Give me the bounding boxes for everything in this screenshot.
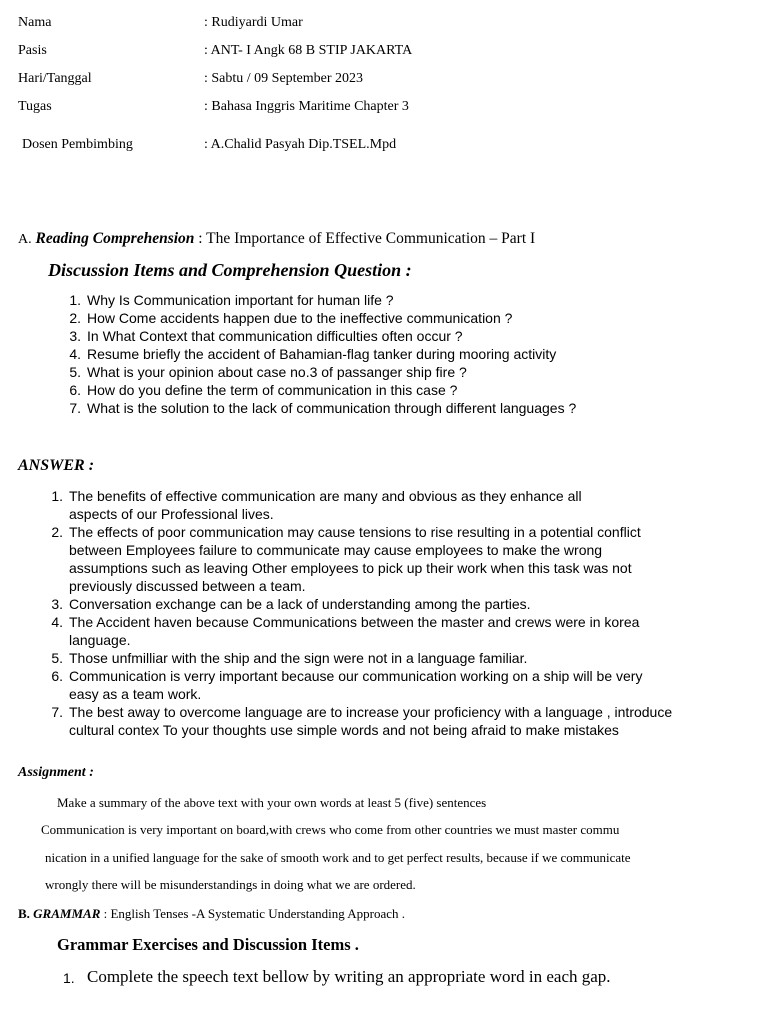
section-a-title: : The Importance of Effective Communication – Part I	[194, 230, 536, 247]
summary-line: nication in a unified language for the sake of smooth work and to get perfect results, because if we communicate	[45, 850, 631, 865]
list-item: 1. Why Is Communication important for human life ?	[69, 292, 394, 308]
info-value-pasis: : ANT- I Angk 68 B STIP JAKARTA	[204, 43, 413, 58]
info-value-tugas: : Bahasa Inggris Maritime Chapter 3	[204, 99, 409, 114]
summary-line: wrongly there will be misunderstandings in doing what we are ordered.	[45, 877, 416, 892]
grammar-item-text: Complete the speech text bellow by writing an appropriate word in each gap.	[87, 967, 611, 986]
question-text: In What Context that communication difficulties often occur ?	[87, 328, 463, 344]
section-b-heading	[18, 906, 405, 922]
section-b-letter: B.	[18, 906, 30, 921]
answer-line: The Accident haven because Communications between the master and crews were in korea	[69, 614, 640, 630]
answer-line: The best away to overcome language are to increase your proficiency with a language , introduce	[69, 704, 673, 720]
answer-line: assumptions such as leaving Other employees to pick up their work when this task was not	[69, 560, 632, 576]
question-text: How do you define the term of communication in this case ?	[87, 382, 458, 398]
list-item: 5. Those unfmilliar with the ship and the sign were not in a language familiar.	[69, 649, 729, 667]
list-item: 7. What is the solution to the lack of communication through different languages ?	[69, 400, 577, 416]
questions-list	[69, 291, 577, 417]
answer-line: Those unfmilliar with the ship and the sign were not in a language familiar.	[69, 650, 528, 666]
grammar-item-number: 1.	[63, 970, 75, 986]
assignment-instruction: Make a summary of the above text with your own words at least 5 (five) sentences	[57, 795, 487, 810]
list-item: 5. What is your opinion about case no.3 of passanger ship fire ?	[69, 364, 467, 380]
info-value-nama: : Rudiyardi Umar	[204, 15, 303, 30]
list-item: 1. The benefits of effective communication are many and obvious as they enhance all aspects of our Professional lives.	[69, 487, 729, 523]
answers-list	[51, 487, 729, 739]
list-item: 4. Resume briefly the accident of Bahamian-flag tanker during mooring activity	[69, 346, 557, 362]
answer-line: Conversation exchange can be a lack of understanding among the parties.	[69, 596, 531, 612]
question-text: Why Is Communication important for human life ?	[87, 292, 394, 308]
list-item: 6. How do you define the term of communication in this case ?	[69, 382, 458, 398]
discussion-title: Discussion Items and Comprehension Question :	[48, 260, 412, 280]
info-value-hari-tanggal: : Sabtu / 09 September 2023	[204, 71, 364, 86]
grammar-title: Grammar Exercises and Discussion Items .	[57, 935, 359, 954]
list-item: 7. The best away to overcome language are to increase your proficiency with a language , introduce cultural contex To your thoughts use simple words and not being afraid to make mistakes	[69, 703, 729, 739]
section-b-label: GRAMMAR	[33, 906, 101, 921]
info-label-nama: Nama	[18, 15, 52, 30]
answer-line: easy as a team work.	[69, 686, 202, 702]
answer-line: Communication is verry important because our communication working on a ship will be very	[69, 668, 643, 684]
section-a-label: Reading Comprehension	[35, 230, 195, 247]
answer-heading: ANSWER :	[18, 457, 95, 474]
answer-line: language.	[69, 632, 131, 648]
summary-line: Communication is very important on board,with crews who come from other countries we must master commu	[41, 822, 620, 837]
info-value-dosen: : A.Chalid Pasyah Dip.TSEL.Mpd	[204, 137, 397, 152]
section-b-title: : English Tenses -A Systematic Understanding Approach .	[100, 906, 406, 921]
info-label-tugas: Tugas	[18, 99, 52, 114]
answer-line: The effects of poor communication may cause tensions to rise resulting in a potential conflict	[69, 524, 641, 540]
question-text: What is the solution to the lack of communication through different languages ?	[87, 400, 577, 416]
info-label-dosen: Dosen Pembimbing	[22, 137, 133, 152]
list-item: 2. How Come accidents happen due to the ineffective communication ?	[69, 310, 513, 326]
list-item: 3. Conversation exchange can be a lack of understanding among the parties.	[69, 595, 729, 613]
answer-line: The benefits of effective communication are many and obvious as they enhance all	[69, 488, 582, 504]
info-label-pasis: Pasis	[18, 43, 47, 58]
info-label-hari-tanggal: Hari/Tanggal	[18, 71, 92, 86]
question-text: How Come accidents happen due to the ineffective communication ?	[87, 310, 513, 326]
list-item: 6. Communication is verry important because our communication working on a ship will be very easy as a team work.	[69, 667, 729, 703]
answer-line: previously discussed between a team.	[69, 578, 306, 594]
section-a-letter: A.	[18, 232, 32, 247]
list-item: 4. The Accident haven because Communications between the master and crews were in korea language.	[69, 613, 729, 649]
list-item: 3. In What Context that communication difficulties often occur ?	[69, 328, 463, 344]
question-text: Resume briefly the accident of Bahamian-flag tanker during mooring activity	[87, 346, 557, 362]
list-item: 2. The effects of poor communication may cause tensions to rise resulting in a potential conflict between Employees failure to communicate may cause employees to make the wrong assumptions such as leaving Other employees to pick up their work when this task was not previously discussed between a team.	[69, 523, 729, 595]
assignment-heading: Assignment :	[18, 765, 94, 780]
answer-line: between Employees failure to communicate may cause employees to make the wrong	[69, 542, 603, 558]
section-a-heading	[18, 230, 535, 248]
answer-line: aspects of our Professional lives.	[69, 506, 274, 522]
answer-line: cultural contex To your thoughts use simple words and not being afraid to make mistakes	[69, 722, 619, 738]
question-text: What is your opinion about case no.3 of passanger ship fire ?	[87, 364, 467, 380]
